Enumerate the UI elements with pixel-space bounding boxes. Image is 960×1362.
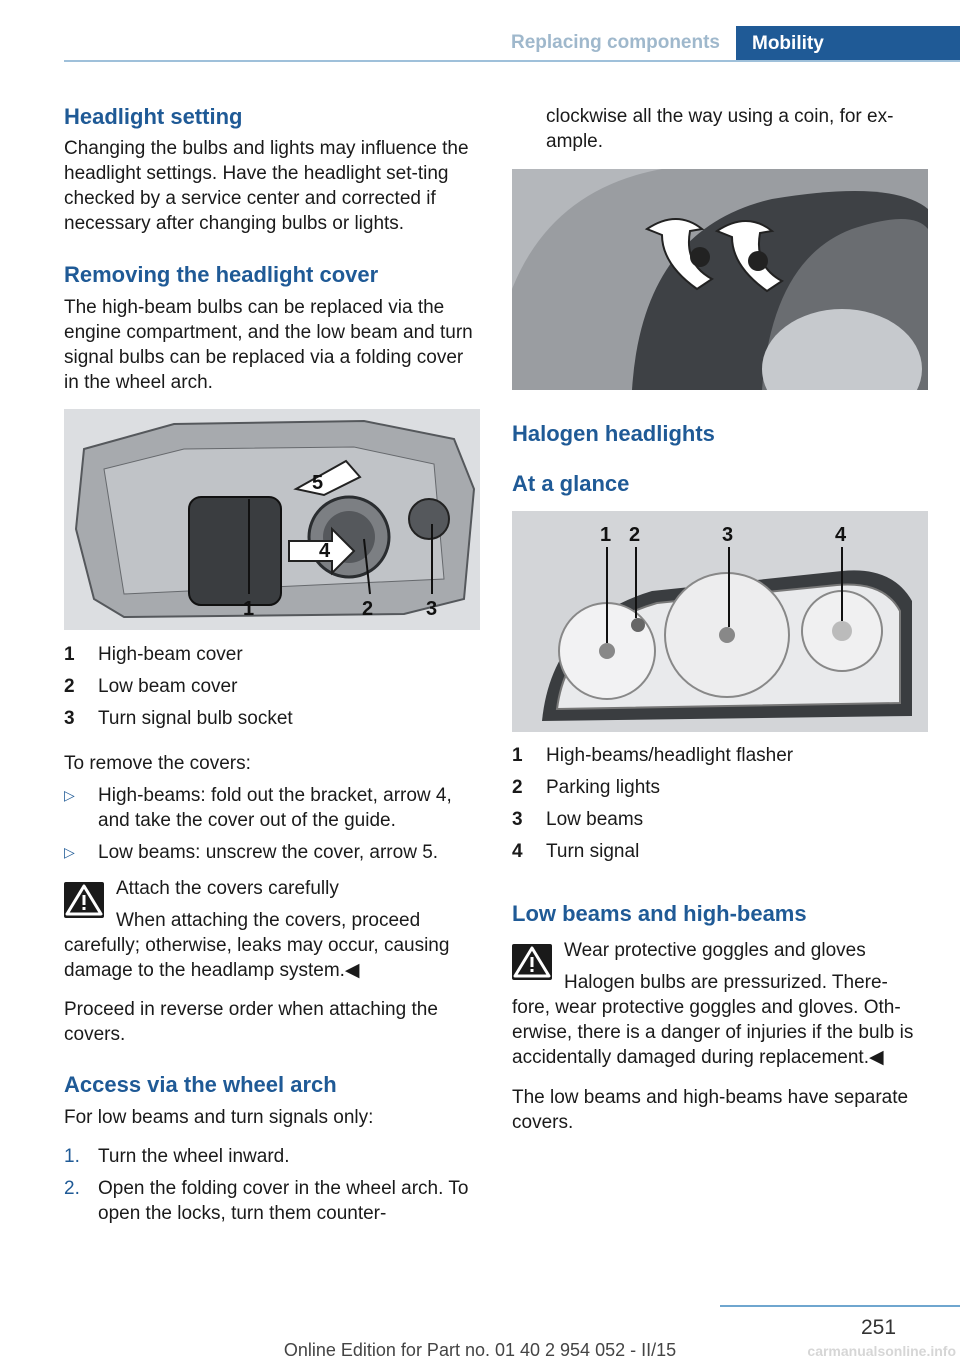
figure-label-4: 4 — [319, 540, 331, 562]
step-item — [64, 1176, 474, 1226]
header-rule — [64, 60, 960, 62]
heading-headlight-setting: Headlight setting — [64, 104, 243, 129]
warning-goggles — [512, 938, 928, 1078]
wheel-arch-figure — [512, 169, 928, 390]
step-text: Open the folding cover in the wheel arch. To open the locks, turn them counter- — [98, 1178, 469, 1224]
header-chapter-tab: Mobility — [736, 26, 960, 62]
legend-item — [512, 804, 928, 836]
warning-title: Attach the covers carefully — [116, 878, 339, 899]
bullet-item — [64, 840, 474, 865]
warning-icon — [512, 944, 552, 980]
paragraph-headlight-setting: Changing the bulbs and lights may influence the headlight settings. Have the headlight set-ting checked by a service center and corrected if necessary after changing bulbs or lights. — [64, 138, 469, 234]
warning-first-line: When attaching the covers, proceed — [116, 910, 421, 931]
figure-label-3: 3 — [426, 598, 438, 620]
watermark: carmanualsonline.info — [807, 1343, 956, 1359]
legend-number: 1 — [512, 745, 523, 766]
step-number: 1. — [64, 1146, 80, 1167]
heading-wheel-arch: Access via the wheel arch — [64, 1072, 337, 1097]
figure-label-1: 1 — [243, 598, 255, 620]
legend-item — [512, 772, 928, 804]
paragraph-remove-covers: To remove the covers: — [64, 753, 251, 774]
triangle-bullet-icon: ▷ — [64, 787, 75, 803]
header-section-title: Replacing components — [510, 32, 720, 53]
figure-label-5: 5 — [312, 472, 324, 494]
legend-text: Turn signal bulb socket — [98, 708, 293, 729]
paragraph-continued: clockwise all the way using a coin, for ex-ample. — [546, 106, 894, 152]
figure-label-1: 1 — [600, 524, 612, 546]
legend-number: 1 — [64, 644, 75, 665]
legend-item — [64, 639, 480, 671]
figure-label-4: 4 — [835, 524, 847, 546]
warning-body: carefully; otherwise, leaks may occur, causing damage to the headlamp system.◀ — [64, 935, 450, 981]
halogen-legend — [512, 740, 928, 868]
bullet-text: High-beams: fold out the bracket, arrow 4, and take the cover out of the guide. — [98, 785, 452, 831]
headlight-cover-figure — [64, 409, 480, 630]
paragraph-reverse-order: Proceed in reverse order when attaching the covers. — [64, 999, 438, 1045]
legend-number: 4 — [512, 841, 523, 862]
warning-first-line: Halogen bulbs are pressurized. There- — [564, 972, 888, 993]
legend-text: High-beams/headlight flasher — [546, 745, 794, 766]
bullet-item — [64, 783, 474, 833]
legend-item — [512, 740, 928, 772]
paragraph-removing-cover: The high-beam bulbs can be replaced via the engine compartment, and the low beam and turn signal bulbs can be replaced via a folding cover in the wheel arch. — [64, 297, 473, 393]
legend-text: Parking lights — [546, 777, 661, 798]
figure-label-2: 2 — [629, 524, 641, 546]
legend-item — [64, 671, 480, 703]
triangle-bullet-icon: ▷ — [64, 844, 75, 860]
heading-low-high-beams: Low beams and high-beams — [512, 901, 807, 926]
warning-icon — [64, 882, 104, 918]
legend-item — [64, 703, 480, 735]
paragraph-separate-covers: The low beams and high-beams have separate covers. — [512, 1087, 909, 1133]
heading-at-a-glance: At a glance — [512, 471, 630, 496]
halogen-headlight-figure — [512, 511, 928, 732]
legend-number: 3 — [64, 708, 75, 729]
removal-bullet-list — [64, 783, 474, 865]
figure-label-3: 3 — [722, 524, 734, 546]
legend-text: High-beam cover — [98, 644, 243, 665]
legend-text: Low beams — [546, 809, 644, 830]
paragraph-wheel-arch: For low beams and turn signals only: — [64, 1107, 374, 1128]
step-item — [64, 1144, 474, 1169]
wheel-arch-steps — [64, 1144, 474, 1226]
legend-item — [512, 836, 928, 868]
legend-number: 3 — [512, 809, 523, 830]
bullet-text: Low beams: unscrew the cover, arrow 5. — [98, 842, 439, 863]
warning-title: Wear protective goggles and gloves — [564, 940, 866, 961]
legend-number: 2 — [64, 676, 75, 697]
heading-removing-cover: Removing the headlight cover — [64, 262, 379, 287]
edition-footer: Online Edition for Part no. 01 40 2 954 052 - II/15 — [283, 1340, 677, 1360]
step-number: 2. — [64, 1178, 80, 1199]
heading-halogen-headlights: Halogen headlights — [512, 421, 715, 446]
legend-number: 2 — [512, 777, 523, 798]
warning-body: fore, wear protective goggles and gloves. Oth-erwise, there is a danger of injuries if the bulb is accidentally damaged during replacement.◀ — [512, 997, 914, 1068]
legend-text: Low beam cover — [98, 676, 238, 697]
cover-legend — [64, 639, 480, 735]
legend-text: Turn signal — [546, 841, 640, 862]
footer-rule — [720, 1305, 960, 1307]
page-number: 251 — [861, 1316, 897, 1339]
step-text: Turn the wheel inward. — [98, 1146, 290, 1167]
figure-label-2: 2 — [362, 598, 374, 620]
